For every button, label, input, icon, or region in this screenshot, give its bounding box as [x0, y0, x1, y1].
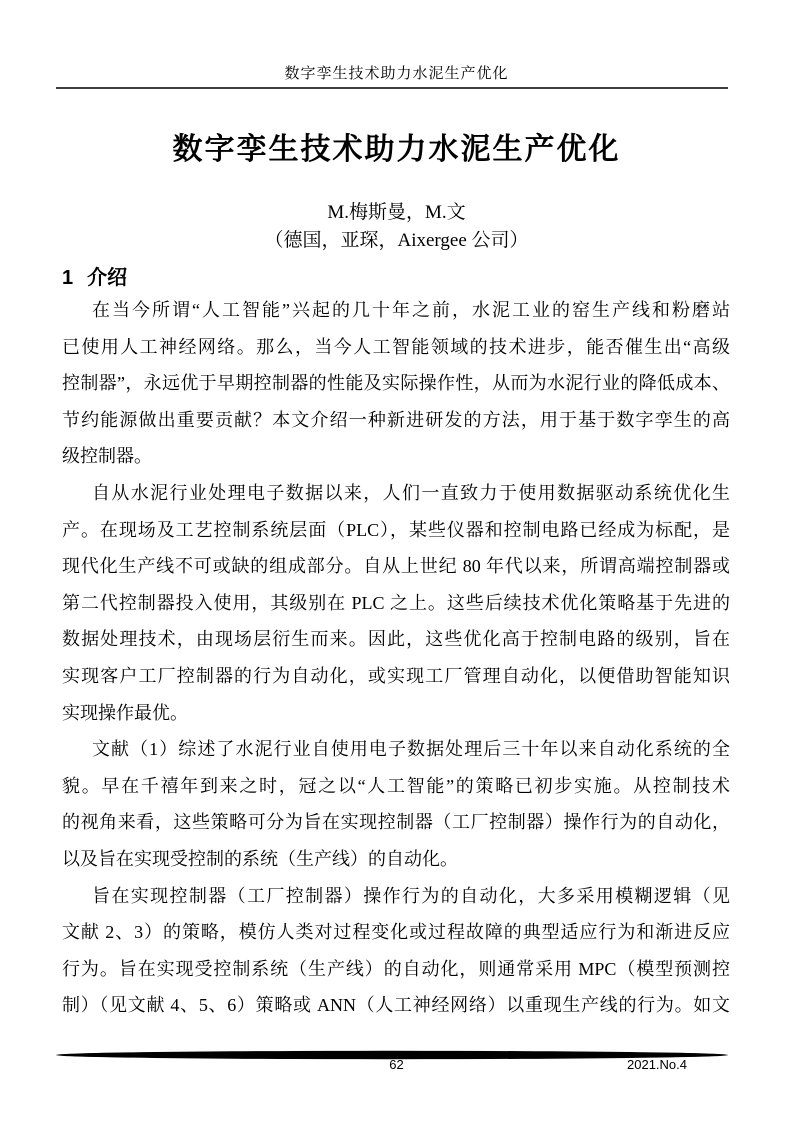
running-header: 数字孪生技术助力水泥生产优化 [284, 66, 509, 82]
text-line: 产。在现场及工艺控制系统层面（PLC），某些仪器和控制电路已经成为标配，是 [62, 519, 730, 540]
text-line: 实现操作最优。 [62, 702, 188, 723]
text-line: 行为。旨在实现受控制系统（生产线）的自动化，则通常采用 MPC（模型预测控 [62, 958, 730, 979]
paragraph [62, 878, 730, 1024]
footer-issue: 2021.No.4 [627, 1057, 687, 1072]
lens-divider [56, 1047, 728, 1057]
text-line: 级控制器。 [62, 446, 152, 467]
text-line: 貌。早在千禧年到来之时，冠之以“人工智能”的策略已初步实施。从控制技术 [62, 775, 730, 796]
text-line: 的视角来看，这些策略可分为旨在实现控制器（工厂控制器）操作行为的自动化， [62, 812, 730, 833]
text-line: 已使用人工神经网络。那么，当今人工智能领域的技术进步，能否催生出“高级 [62, 336, 730, 357]
footer-page-number: 62 [389, 1057, 404, 1072]
text-line: 在当今所谓“人工智能”兴起的几十年之前，水泥工业的窑生产线和粉磨站 [92, 300, 730, 320]
text-line: 文献 2、3）的策略，模仿人类对过程变化或过程故障的典型适应行为和渐进反应 [62, 922, 730, 943]
affiliation-line: （德国，亚琛，Aixergee 公司） [264, 230, 529, 251]
text-line: 第二代控制器投入使用，其级别在 PLC 之上。这些后续技术优化策略基于先进的 [62, 592, 730, 613]
text-line: 以及旨在实现受控制的系统（生产线）的自动化。 [62, 848, 458, 869]
section-number: 1 [62, 267, 74, 289]
text-line: 控制器”，永远优于早期控制器的性能及实际操作性，从而为水泥行业的降低成本、 [62, 373, 730, 394]
text-line: 文献（1）综述了水泥行业自使用电子数据处理后三十年以来自动化系统的全 [92, 739, 730, 760]
text-line: 现代化生产线不可或缺的组成部分。自从上世纪 80 年代以来，所谓高端控制器或 [62, 556, 730, 577]
text-line: 实现客户工厂控制器的行为自动化，或实现工厂管理自动化，以便借助智能知识 [62, 665, 730, 686]
text-line: 节约能源做出重要贡献？本文介绍一种新进研发的方法，用于基于数字孪生的高 [62, 409, 730, 430]
text-line: 旨在实现控制器（工厂控制器）操作行为的自动化，大多采用模糊逻辑（见 [92, 885, 730, 906]
header-rule [56, 87, 728, 89]
paragraph [62, 475, 730, 731]
paragraph [62, 731, 730, 877]
article-title: 数字孪生技术助力水泥生产优化 [172, 133, 621, 166]
text-line: 自从水泥行业处理电子数据以来，人们一直致力于使用数据驱动系统优化生 [92, 482, 730, 503]
authors-line: M.梅斯曼，M.文 [327, 202, 466, 223]
section-title: 介绍 [87, 267, 128, 289]
body-paragraphs [62, 292, 730, 1024]
text-line: 制）（见文献 4、5、6）策略或 ANN（人工神经网络）以重现生产线的行为。如文 [62, 995, 730, 1016]
paragraph [62, 292, 730, 475]
text-line: 数据处理技术，由现场层衍生而来。因此，这些优化高于控制电路的级别，旨在 [62, 629, 730, 650]
section-heading [62, 261, 127, 290]
